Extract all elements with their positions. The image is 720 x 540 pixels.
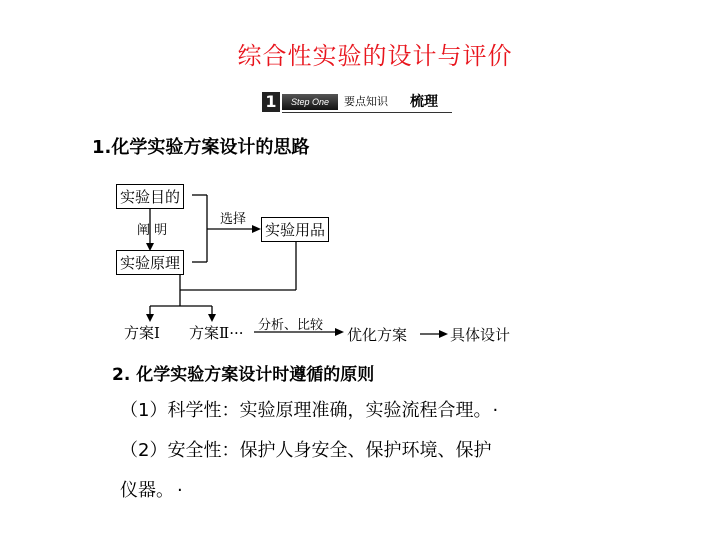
optimize-label: 优化方案: [347, 326, 408, 344]
purpose-box: 实验目的: [116, 184, 184, 209]
plan-1-label: 方案Ⅰ: [124, 324, 160, 342]
step-label: Step One: [282, 94, 338, 110]
page-title: 综合性实验的设计与评价: [237, 42, 513, 70]
section-heading-1: 1.化学实验方案设计的思路: [92, 137, 310, 158]
bullet-dot: ·: [492, 400, 499, 421]
explain-label: 阐 明: [137, 223, 168, 238]
section-heading-2: 2. 化学实验方案设计时遵循的原则: [112, 365, 375, 385]
principle-scientific-text: （1）科学性：实验原理准确，实验流程合理。: [120, 400, 483, 421]
principle-safety-cont: [120, 476, 183, 502]
principle-scientific: [120, 396, 498, 422]
principle-box: 实验原理: [116, 250, 184, 275]
step-number: 1: [262, 92, 280, 112]
principle-safety-cont-text: 仪器。: [120, 480, 165, 501]
compare-label: 分析、比较: [258, 318, 324, 333]
design-label: 具体设计: [450, 326, 511, 344]
principle-safety: （2）安全性：保护人身安全、保护环境、保护: [120, 440, 492, 461]
banner-text-bold: 梳理: [410, 94, 438, 110]
select-label: 选择: [220, 212, 247, 227]
bullet-dot: ·: [177, 480, 183, 501]
plan-2-label: 方案Ⅱ···: [189, 324, 244, 342]
materials-box: 实验用品: [261, 217, 329, 242]
banner-text: 要点知识: [344, 95, 388, 108]
